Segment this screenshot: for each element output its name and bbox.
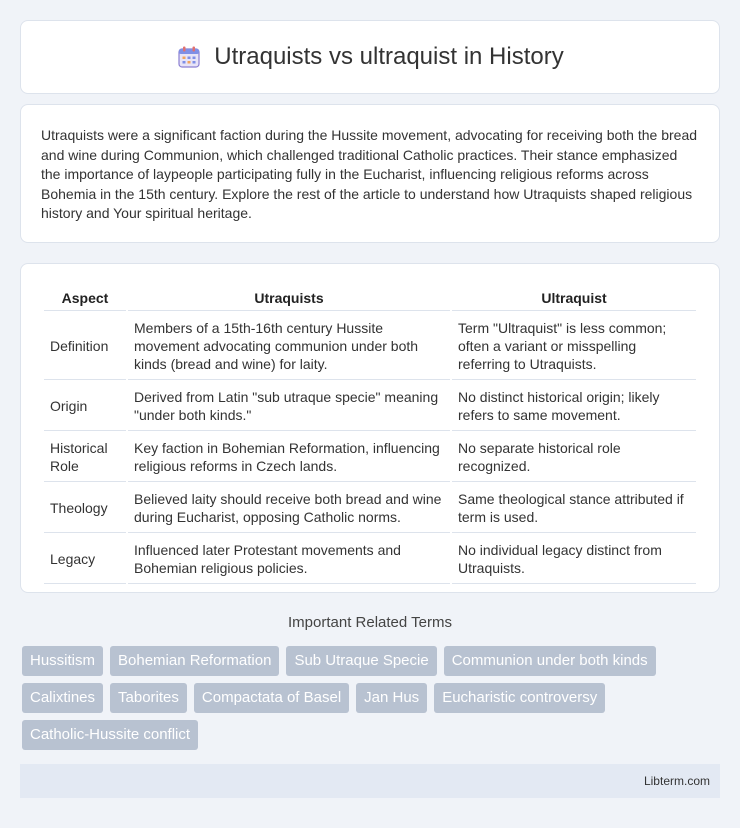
comparison-table [42, 284, 698, 586]
header-ultraquist: Ultraquist [452, 286, 696, 311]
table-row [44, 382, 696, 431]
aspect-cell: Historical Role [44, 433, 126, 482]
tag-eucharistic-controversy[interactable]: Eucharistic controversy [434, 683, 605, 713]
page-title: Utraquists vs ultraquist in History [214, 43, 564, 70]
tag-calixtines[interactable]: Calixtines [22, 683, 103, 713]
related-terms-list [22, 646, 712, 750]
ultraquist-cell: No individual legacy distinct from Utraquists. [452, 535, 696, 584]
utraquists-cell: Derived from Latin "sub utraque specie" meaning "under both kinds." [128, 382, 450, 431]
table-row [44, 535, 696, 584]
utraquists-cell: Influenced later Protestant movements and Bohemian religious policies. [128, 535, 450, 584]
aspect-cell: Origin [44, 382, 126, 431]
aspect-cell: Legacy [44, 535, 126, 584]
header-utraquists: Utraquists [128, 286, 450, 311]
comparison-table-card [20, 263, 720, 593]
table-row [44, 313, 696, 380]
calendar-icon [176, 44, 202, 70]
tag-communion-under-both-kinds[interactable]: Communion under both kinds [444, 646, 656, 676]
utraquists-cell: Members of a 15th-16th century Hussite movement advocating communion under both kinds (bread and wine) for laity. [128, 313, 450, 380]
tag-catholic-hussite-conflict[interactable]: Catholic-Hussite conflict [22, 720, 198, 750]
intro-paragraph: Utraquists were a significant faction during the Hussite movement, advocating for receiving both the bread and wine during Communion, which challenged traditional Catholic practices. Their stance emphasized the importance of laypeople participating fully in the Eucharist, influencing religious reforms across Bohemia in the 15th century. Explore the rest of the article to understand how Utraquists shaped religious history and Your spiritual heritage. [41, 127, 698, 221]
tag-bohemian-reformation[interactable]: Bohemian Reformation [110, 646, 279, 676]
related-terms-heading: Important Related Terms [288, 614, 452, 631]
footer [20, 764, 720, 798]
ultraquist-cell: No separate historical role recognized. [452, 433, 696, 482]
tag-compactata-of-basel[interactable]: Compactata of Basel [194, 683, 349, 713]
ultraquist-cell: Term "Ultraquist" is less common; often a variant or misspelling referring to Utraquists. [452, 313, 696, 380]
ultraquist-cell: Same theological stance attributed if term is used. [452, 484, 696, 533]
aspect-cell: Theology [44, 484, 126, 533]
tag-hussitism[interactable]: Hussitism [22, 646, 103, 676]
table-header-row [44, 286, 696, 311]
tag-sub-utraque-specie[interactable]: Sub Utraque Specie [286, 646, 436, 676]
footer-brand[interactable]: Libterm.com [643, 774, 710, 788]
header-aspect: Aspect [44, 286, 126, 311]
utraquists-cell: Key faction in Bohemian Reformation, influencing religious reforms in Czech lands. [128, 433, 450, 482]
tag-taborites[interactable]: Taborites [110, 683, 187, 713]
tag-jan-hus[interactable]: Jan Hus [356, 683, 427, 713]
intro-card [20, 104, 720, 243]
aspect-cell: Definition [44, 313, 126, 380]
table-row [44, 484, 696, 533]
table-row [44, 433, 696, 482]
ultraquist-cell: No distinct historical origin; likely refers to same movement. [452, 382, 696, 431]
utraquists-cell: Believed laity should receive both bread and wine during Eucharist, opposing Catholic norms. [128, 484, 450, 533]
title-card [20, 20, 720, 94]
